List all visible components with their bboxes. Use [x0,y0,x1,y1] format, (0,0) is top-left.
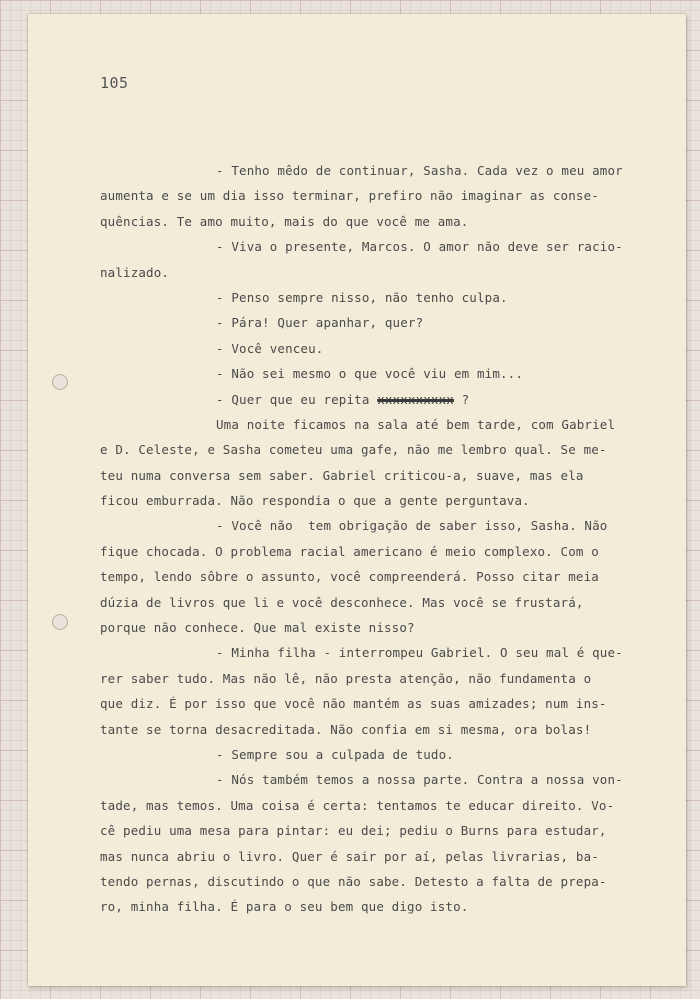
text-line [100,387,645,412]
text-line [100,615,645,640]
line-text: - Não sei mesmo o que você viu em mim... [216,366,524,382]
line-text: - Você não tem obrigação de saber isso, Sasha. Não [216,518,608,534]
page-number: 105 [100,74,129,92]
line-text: ro, minha filha. É para o seu bem que digo isto. [100,899,469,915]
line-text: - Tenho mêdo de continuar, Sasha. Cada vez o meu amor [216,163,623,178]
text-line [100,767,645,792]
line-text: nalizado. [100,264,170,280]
line-text: dúzia de livros que li e você desconhece. Mas você se frustará, [100,594,584,610]
line-text: tendo pernas, discutindo o que não sabe. Detesto a falta de prepa- [100,873,607,889]
line-text: aumenta e se um dia isso terminar, prefiro não imaginar as conse- [100,188,599,204]
line-text: cê pediu uma mesa para pintar: eu dei; pediu o Burns para estudar, [100,823,607,839]
text-line [100,310,645,335]
line-text: porque não conhece. Que mal existe nisso? [100,620,415,636]
text-line [100,793,645,818]
line-text: - Minha filha - interrompeu Gabriel. O seu mal é que- [216,645,623,661]
text-line [100,666,645,691]
text-line [100,590,645,615]
line-text: - Penso sempre nisso, não tenho culpa. [216,289,508,305]
line-text: quências. Te amo muito, mais do que você me ama. [100,213,469,229]
line-text: - Você venceu. [216,340,324,356]
text-line [100,336,645,361]
text-line [100,844,645,869]
text-line [100,183,645,208]
text-line [100,209,645,234]
line-text: - Sempre sou a culpada de tudo. [216,746,454,762]
line-text: tade, mas temos. Uma coisa é certa: tentamos te educar direito. Vo- [100,797,615,813]
text-line [100,691,645,716]
text-line [100,742,645,767]
punch-hole [52,614,68,630]
text-line [100,717,645,742]
line-text: mas nunca abriu o livro. Quer é sair por aí, pelas livrarias, ba- [100,848,599,864]
line-text: - Quer que eu repita [216,391,378,407]
text-line [100,564,645,589]
line-text: - Viva o presente, Marcos. O amor não deve ser racio- [216,239,623,255]
line-text: tempo, lendo sôbre o assunto, você compreenderá. Posso citar meia [100,569,599,585]
text-line [100,539,645,564]
text-line [100,412,645,437]
text-line [100,894,645,919]
text-line [100,513,645,538]
text-line [100,437,645,462]
line-text: fique chocada. O problema racial americano é meio complexo. Com o [100,543,599,559]
line-text: - Pára! Quer apanhar, quer? [216,315,424,331]
line-text: que diz. É por isso que você não mantém as suas amizades; num ins- [100,696,607,712]
text-line [100,234,645,259]
line-text: - Nós também temos a nossa parte. Contra a nossa von- [216,772,623,788]
text-line [100,260,645,285]
text-line [100,488,645,513]
text-line [100,640,645,665]
line-text: rer saber tudo. Mas não lê, não presta atenção, não fundamenta o [100,670,592,686]
line-text-end: ? [453,391,470,407]
text-line [100,361,645,386]
body-text [100,158,645,920]
line-text: ficou emburrada. Não respondia o que a gente perguntava. [100,493,530,509]
text-line [100,285,645,310]
line-text: e D. Celeste, e Sasha cometeu uma gafe, não me lembro qual. Se me- [100,442,607,458]
text-line [100,818,645,843]
line-text: teu numa conversa sem saber. Gabriel criticou-a, suave, mas ela [100,467,584,483]
punch-hole [52,374,68,390]
line-text: Uma noite ficamos na sala até bem tarde, com Gabriel [216,416,616,432]
text-line [100,463,645,488]
text-line [100,158,645,183]
text-line [100,869,645,894]
line-text: tante se torna desacreditada. Não confia em si mesma, ora bolas! [100,721,592,737]
struck-out-text: xxxxxxxxxx [377,391,454,407]
